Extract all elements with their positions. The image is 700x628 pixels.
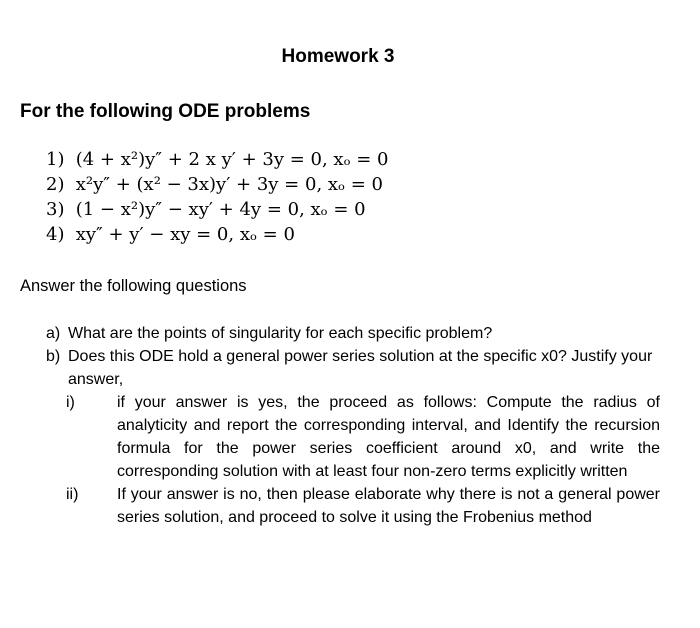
- subquestion-text: if your answer is yes, the proceed as follows: Compute the radius of analyticity and report the corresponding interval, and Identify the recursion formula for the power series coefficient around x0, and write the corresponding solution with at least four non-zero terms explicitly written: [117, 394, 660, 480]
- equation-text: x²y″ + (x² − 3x)y′ + 3y = 0, xₒ = 0: [75, 174, 383, 195]
- equation-1: [46, 147, 388, 172]
- equation-4: [46, 222, 388, 247]
- equation-text: xy″ + y′ − xy = 0, xₒ = 0: [75, 224, 295, 245]
- question-text: Does this ODE hold a general power series solution at the specific x0? Justify your answer,: [68, 348, 653, 388]
- question-list: [46, 322, 660, 529]
- question-b-part-ii: [46, 483, 660, 529]
- subquestion-text: If your answer is no, then please elaborate why there is not a general power series solution, and proceed to solve it using the Frobenius method: [117, 486, 660, 526]
- equation-list: [46, 147, 388, 247]
- page-title: Homework 3: [281, 46, 395, 67]
- equation-text: (4 + x²)y″ + 2 x y′ + 3y = 0, xₒ = 0: [75, 149, 389, 170]
- equation-text: (1 − x²)y″ − xy′ + 4y = 0, xₒ = 0: [75, 199, 366, 220]
- question-text: What are the points of singularity for each specific problem?: [68, 325, 493, 342]
- equation-number: 3): [46, 199, 65, 220]
- subquestion-label: ii): [66, 486, 79, 503]
- section-heading: For the following ODE problems: [20, 101, 311, 122]
- question-a: [46, 322, 660, 345]
- question-label: b): [46, 348, 61, 365]
- question-b-part-i: [46, 391, 660, 483]
- question-label: a): [46, 325, 61, 342]
- question-b: [46, 345, 660, 391]
- equation-number: 4): [46, 224, 65, 245]
- equation-2: [46, 172, 388, 197]
- instructions-text: Answer the following questions: [20, 277, 247, 295]
- equation-3: [46, 197, 388, 222]
- subquestion-label: i): [66, 394, 75, 411]
- equation-number: 2): [46, 174, 65, 195]
- equation-number: 1): [46, 149, 65, 170]
